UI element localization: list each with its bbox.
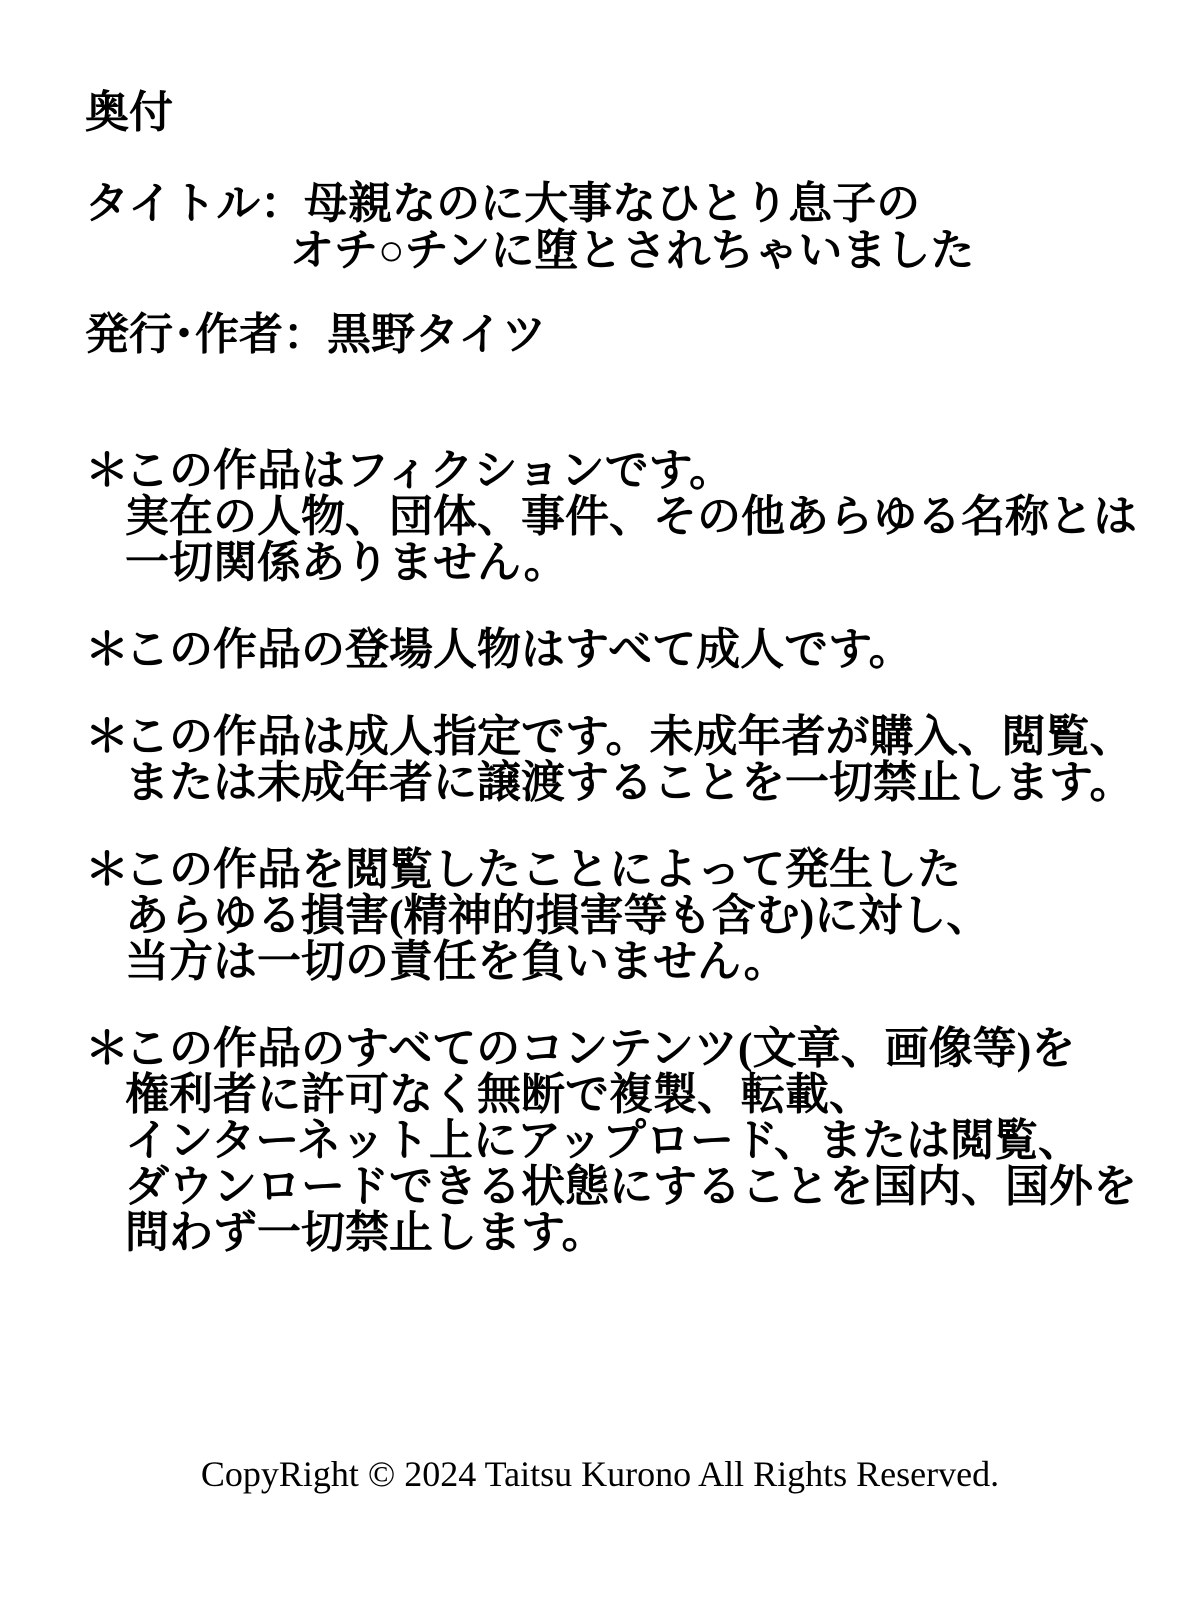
notice-line: 権利者に許可なく無断で複製、転載、 xyxy=(125,1070,873,1119)
notice-line: この作品の登場人物はすべて成人です。 xyxy=(125,625,913,674)
notice-line: 一切関係ありません。 xyxy=(125,538,568,587)
work-title-line-1: タイトル：母親なのに大事なひとり息子の xyxy=(85,179,921,228)
notice-text xyxy=(125,448,1145,586)
notice-item xyxy=(85,847,1145,985)
notice-line: 実在の人物、団体、事件、その他あらゆる名称とは xyxy=(125,492,1137,541)
notice-line: この作品は成人指定です。未成年者が購入、閲覧、 xyxy=(125,712,1134,761)
asterisk-marker: ＊ xyxy=(85,1024,129,1073)
work-title-block xyxy=(85,180,1145,274)
notice-item xyxy=(85,448,1145,586)
asterisk-marker: ＊ xyxy=(85,845,129,894)
notice-list xyxy=(85,448,1145,1256)
notice-line: この作品のすべてのコンテンツ(文章、画像等)を xyxy=(125,1024,1076,1073)
publisher-author-line: 発行･作者：黒野タイツ xyxy=(85,310,547,359)
notice-item xyxy=(85,714,1145,806)
notice-line: または未成年者に譲渡することを一切禁止します。 xyxy=(125,758,1134,807)
notice-line: この作品はフィクションです。 xyxy=(125,446,734,495)
page-title: 奥付 xyxy=(85,88,173,137)
notice-line: あらゆる損害(精神的損害等も含む)に対し、 xyxy=(125,891,991,940)
asterisk-marker: ＊ xyxy=(85,712,129,761)
notice-item xyxy=(85,1026,1145,1256)
notice-line: インターネット上にアップロード、または閲覧、 xyxy=(125,1116,1082,1165)
notice-line: 問わず一切禁止します。 xyxy=(125,1208,606,1257)
work-title-line-2: オチ○チンに堕とされちゃいました xyxy=(290,226,975,275)
notice-line: 当方は一切の責任を負いません。 xyxy=(125,937,788,986)
asterisk-marker: ＊ xyxy=(85,446,129,495)
notice-text xyxy=(125,847,1145,985)
asterisk-marker: ＊ xyxy=(85,625,129,674)
copyright-line: CopyRight © 2024 Taitsu Kurono All Rights Reserved. xyxy=(200,1454,1000,1494)
notice-text xyxy=(125,627,1145,673)
notice-line: この作品を閲覧したことによって発生した xyxy=(125,845,961,894)
notice-item xyxy=(85,627,1145,673)
notice-text xyxy=(125,714,1145,806)
notice-line: ダウンロードできる状態にすることを国内、国外を xyxy=(125,1162,1137,1211)
notice-text xyxy=(125,1026,1145,1256)
